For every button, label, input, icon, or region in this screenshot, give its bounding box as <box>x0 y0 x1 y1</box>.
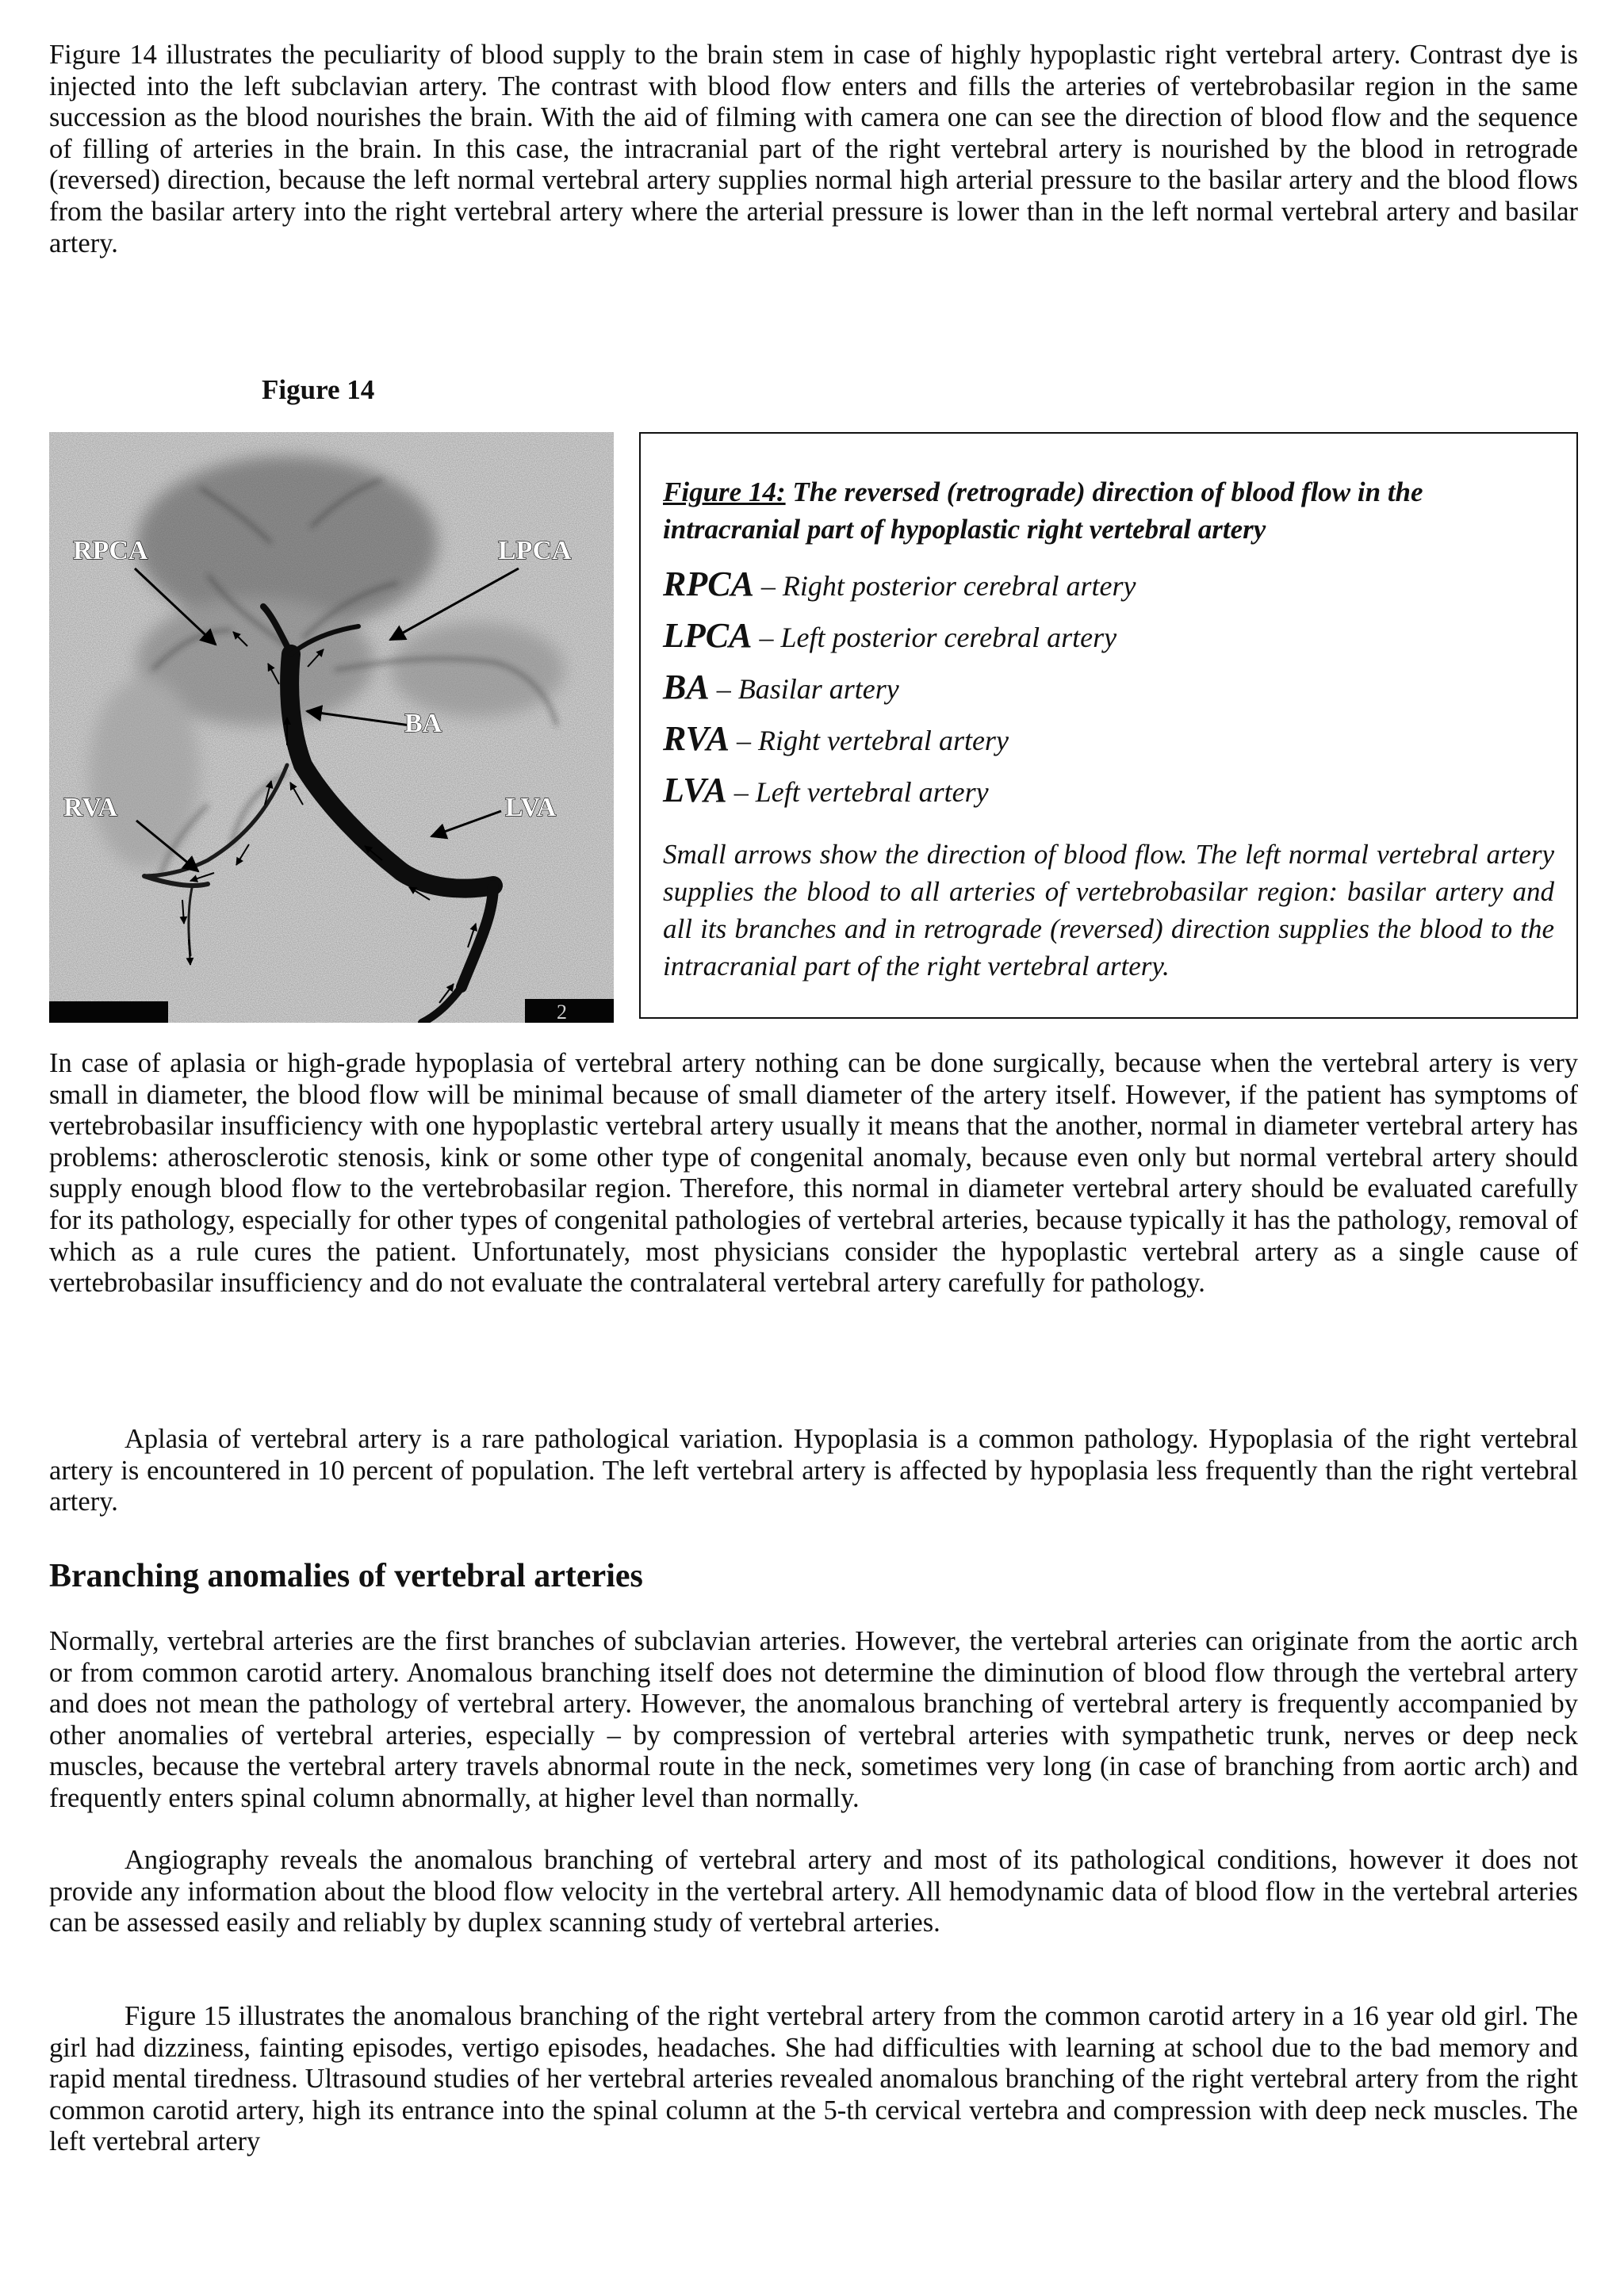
abbr-row-lva <box>663 768 1554 820</box>
caption-note: Small arrows show the direction of blood flow. The left normal vertebral artery supplies the blood to all arteries of vertebrobasilar region: basilar artery and all its branches and in retrograde (reversed) direction supplies the blood to the intracranial part of the right vertebral artery. <box>663 839 1554 982</box>
caption-title <box>663 473 1554 548</box>
abbr-term: BA <box>663 668 710 706</box>
label-lva: LVA <box>505 793 557 822</box>
paragraph-aplasia-rare: Aplasia of vertebral artery is a rare pathological variation. Hypoplasia is a common pathology. Hypoplasia of the right vertebral artery is encountered in 10 percent of population. The left vertebral artery is affected by hypoplasia less frequently than the right vertebral artery. <box>49 1424 1578 1517</box>
caption-title-text: The reversed (retrograde) direction of blood flow in the intracranial part of hypoplastic right vertebral artery <box>663 476 1423 545</box>
abbr-row-ba <box>663 665 1554 717</box>
abbr-term: RPCA <box>663 564 754 603</box>
abbr-term: RVA <box>663 719 730 758</box>
abbr-desc: – Right posterior cerebral artery <box>753 570 1136 602</box>
abbr-row-rpca <box>663 562 1554 614</box>
abbr-desc: – Left vertebral artery <box>726 776 989 808</box>
paragraph-intro: Figure 14 illustrates the peculiarity of blood supply to the brain stem in case of highly hypoplastic right vertebral artery. Contrast dye is injected into the left subclavian artery. The contrast with blood flow enters and fills the arteries of vertebrobasilar region in the same succession as the blood nourishes the brain. With the aid of filming with camera one can see the direction of blood flow and the sequence of filling of arteries in the brain. In this case, the intracranial part of the right vertebral artery is nourished by the blood in retrograde (reversed) direction, because the left normal vertebral artery supplies normal high arterial pressure to the basilar artery and the blood flows from the basilar artery into the right vertebral artery where the arterial pressure is lower than in the left normal vertebral artery and basilar artery. <box>49 40 1578 258</box>
figure-caption-box <box>639 432 1578 1019</box>
abbr-desc: – Right vertebral artery <box>729 725 1009 756</box>
paragraph-aplasia-surgery: In case of aplasia or high-grade hypoplasia of vertebral artery nothing can be done surgically, because when the vertebral artery is very small in diameter, the blood flow will be minimal because of small diameter of the artery itself. However, if the patient has symptoms of vertebrobasilar insufficiency with one hypoplastic vertebral artery usually it means that the another, normal in diameter vertebral artery has problems: atherosclerotic stenosis, kink or some other type of congenital anomaly, because even only but normal vertebral artery should supply enough blood flow to the vertebrobasilar region. Therefore, this normal in diameter vertebral artery should be evaluated carefully for its pathology, especially for other types of congenital pathologies of vertebral arteries, because typically it has the pathology, removal of which as a rule cures the patient. Unfortunately, most physicians consider the hypoplastic vertebral artery as a single cause of vertebrobasilar insufficiency and do not evaluate the contralateral vertebral artery carefully for pathology. <box>49 1048 1578 1299</box>
abbr-desc: – Basilar artery <box>709 673 899 705</box>
abbr-term: LVA <box>663 771 727 809</box>
abbr-row-lpca <box>663 614 1554 665</box>
label-ba: BA <box>404 709 442 738</box>
paragraph-angiography: Angiography reveals the anomalous branching of vertebral artery and most of its pathological conditions, however it does not provide any information about the blood flow velocity in the vertebral artery. All hemodynamic data of blood flow in the vertebral arteries can be assessed easily and reliably by duplex scanning study of vertebral arteries. <box>49 1845 1578 1938</box>
section-heading-branching: Branching anomalies of vertebral arteries <box>49 1558 643 1594</box>
paragraph-branching-normal: Normally, vertebral arteries are the first branches of subclavian arteries. However, the vertebral arteries can originate from the aortic arch or from common carotid artery. Anomalous branching itself does not determine the diminution of blood flow through the vertebral artery and does not mean the pathology of vertebral artery. However, the anomalous branching of vertebral artery is frequently accompanied by other anomalies of vertebral arteries, especially – by compression of vertebral arteries with sympathetic trunk, nerves or deep neck muscles, because the vertebral artery travels abnormal route in the neck, sometimes very long (in case of branching from aortic arch) and frequently enters spinal column abnormally, at higher level than normally. <box>49 1626 1578 1813</box>
abbr-term: LPCA <box>663 616 753 655</box>
label-rpca: RPCA <box>73 536 148 565</box>
paragraph-figure15: Figure 15 illustrates the anomalous branching of the right vertebral artery from the common carotid artery in a 16 year old girl. The girl had dizziness, fainting episodes, vertigo episodes, headaches. She had difficulties with learning at school due to the bad memory and rapid mental tiredness. Ultrasound studies of her vertebral arteries revealed anomalous branching of the right vertebral artery from the right common carotid artery, high its entrance into the spinal column at the 5-th cervical vertebra and compression with deep neck muscles. The left vertebral artery <box>49 2001 1578 2157</box>
label-rva: RVA <box>63 793 118 822</box>
angiogram-drawing <box>49 432 614 1023</box>
figure-label: Figure 14 <box>262 374 375 405</box>
label-lpca: LPCA <box>498 536 572 565</box>
abbr-desc: – Left posterior cerebral artery <box>752 622 1117 653</box>
caption-title-prefix: Figure 14: <box>663 476 786 507</box>
abbr-row-rva <box>663 717 1554 768</box>
angiogram-image <box>49 432 614 1023</box>
frame-marker: 2 <box>557 1001 567 1023</box>
